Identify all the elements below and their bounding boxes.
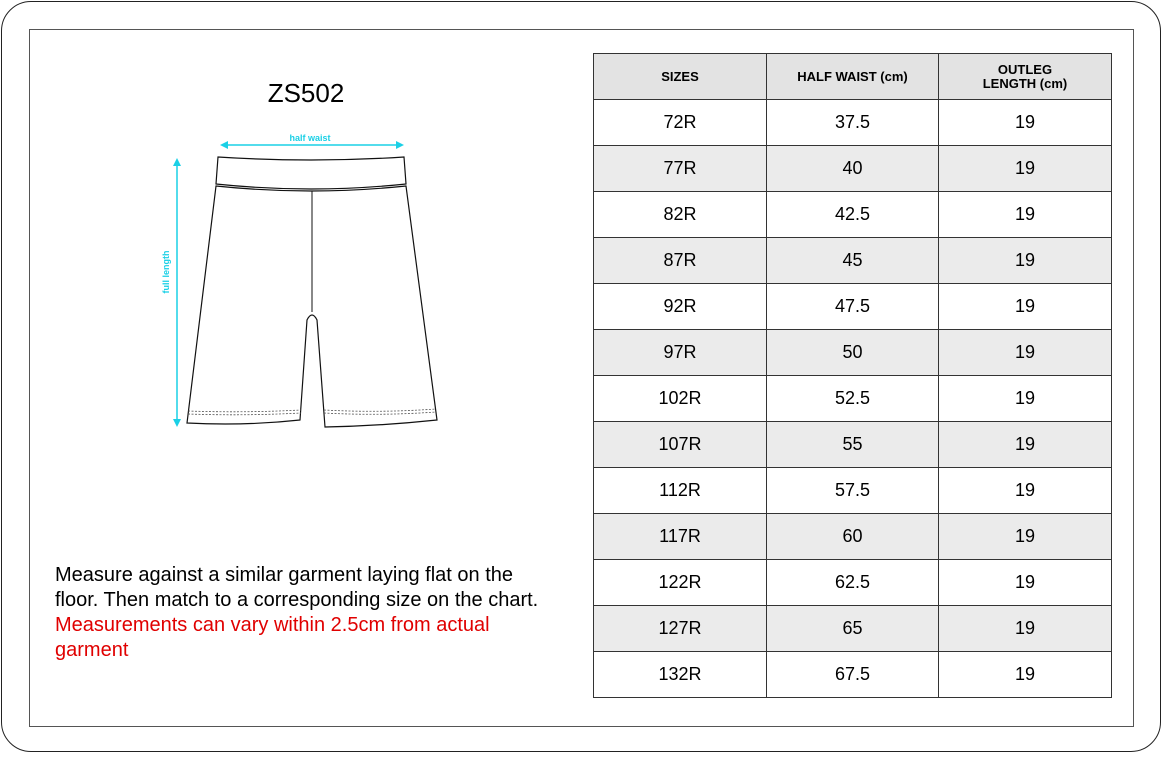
cell-outleg-length: 19: [938, 330, 1111, 376]
size-chart-table: [593, 53, 1112, 698]
table-row: [594, 468, 1112, 514]
header-sizes: SIZES: [594, 54, 767, 100]
cell-size: 87R: [594, 238, 767, 284]
header-outleg-line1: OUTLEG: [997, 61, 1053, 77]
cell-outleg-length: 19: [938, 192, 1111, 238]
cell-outleg-length: 19: [938, 514, 1111, 560]
full-length-measure: [161, 158, 181, 427]
cell-half-waist: 45: [767, 238, 939, 284]
cell-half-waist: 57.5: [767, 468, 939, 514]
waistband: [216, 157, 406, 189]
header-half-waist: HALF WAIST (cm): [767, 54, 939, 100]
cell-half-waist: 47.5: [767, 284, 939, 330]
cell-half-waist: 40: [767, 146, 939, 192]
table-row: [594, 146, 1112, 192]
product-code: ZS502: [267, 78, 345, 108]
table-row: [594, 238, 1112, 284]
cell-half-waist: 60: [767, 514, 939, 560]
cell-outleg-length: 19: [938, 422, 1111, 468]
cell-size: 122R: [594, 560, 767, 606]
cell-size: 117R: [594, 514, 767, 560]
half-waist-measure: [220, 133, 404, 149]
table-row: [594, 606, 1112, 652]
header-outleg-line2: LENGTH (cm): [982, 75, 1068, 91]
cell-size: 97R: [594, 330, 767, 376]
cell-size: 107R: [594, 422, 767, 468]
cell-outleg-length: 19: [938, 284, 1111, 330]
cell-outleg-length: 19: [938, 100, 1111, 146]
cell-half-waist: 37.5: [767, 100, 939, 146]
cell-size: 102R: [594, 376, 767, 422]
full-length-label: full length: [161, 250, 171, 294]
cell-size: 82R: [594, 192, 767, 238]
cell-half-waist: 55: [767, 422, 939, 468]
table-row: [594, 330, 1112, 376]
instructions-text: Measure against a similar garment laying flat on the floor. Then match to a corresponding size on the chart.: [55, 564, 539, 611]
table-row: [594, 514, 1112, 560]
table-row: [594, 652, 1112, 698]
table-row: [594, 560, 1112, 606]
cell-size: 92R: [594, 284, 767, 330]
cell-half-waist: 65: [767, 606, 939, 652]
cell-half-waist: 62.5: [767, 560, 939, 606]
cell-outleg-length: 19: [938, 468, 1111, 514]
table-row: [594, 376, 1112, 422]
cell-half-waist: 42.5: [767, 192, 939, 238]
cell-outleg-length: 19: [938, 146, 1111, 192]
half-waist-label: half waist: [289, 133, 331, 143]
cell-size: 127R: [594, 606, 767, 652]
measurement-warning: Measurements can vary within 2.5cm from actual garment: [55, 614, 490, 661]
table-row: [594, 192, 1112, 238]
table-header-row: [594, 54, 1112, 100]
cell-outleg-length: 19: [938, 606, 1111, 652]
measuring-instructions: [55, 563, 555, 663]
cell-outleg-length: 19: [938, 560, 1111, 606]
table-row: [594, 284, 1112, 330]
cell-size: 77R: [594, 146, 767, 192]
cell-half-waist: 50: [767, 330, 939, 376]
table-row: [594, 422, 1112, 468]
cell-size: 112R: [594, 468, 767, 514]
cell-size: 72R: [594, 100, 767, 146]
cell-outleg-length: 19: [938, 652, 1111, 698]
table-row: [594, 100, 1112, 146]
cell-outleg-length: 19: [938, 376, 1111, 422]
cell-size: 132R: [594, 652, 767, 698]
cell-outleg-length: 19: [938, 238, 1111, 284]
shorts-diagram: [150, 125, 460, 445]
header-outleg-length: [938, 54, 1111, 100]
cell-half-waist: 52.5: [767, 376, 939, 422]
cell-half-waist: 67.5: [767, 652, 939, 698]
